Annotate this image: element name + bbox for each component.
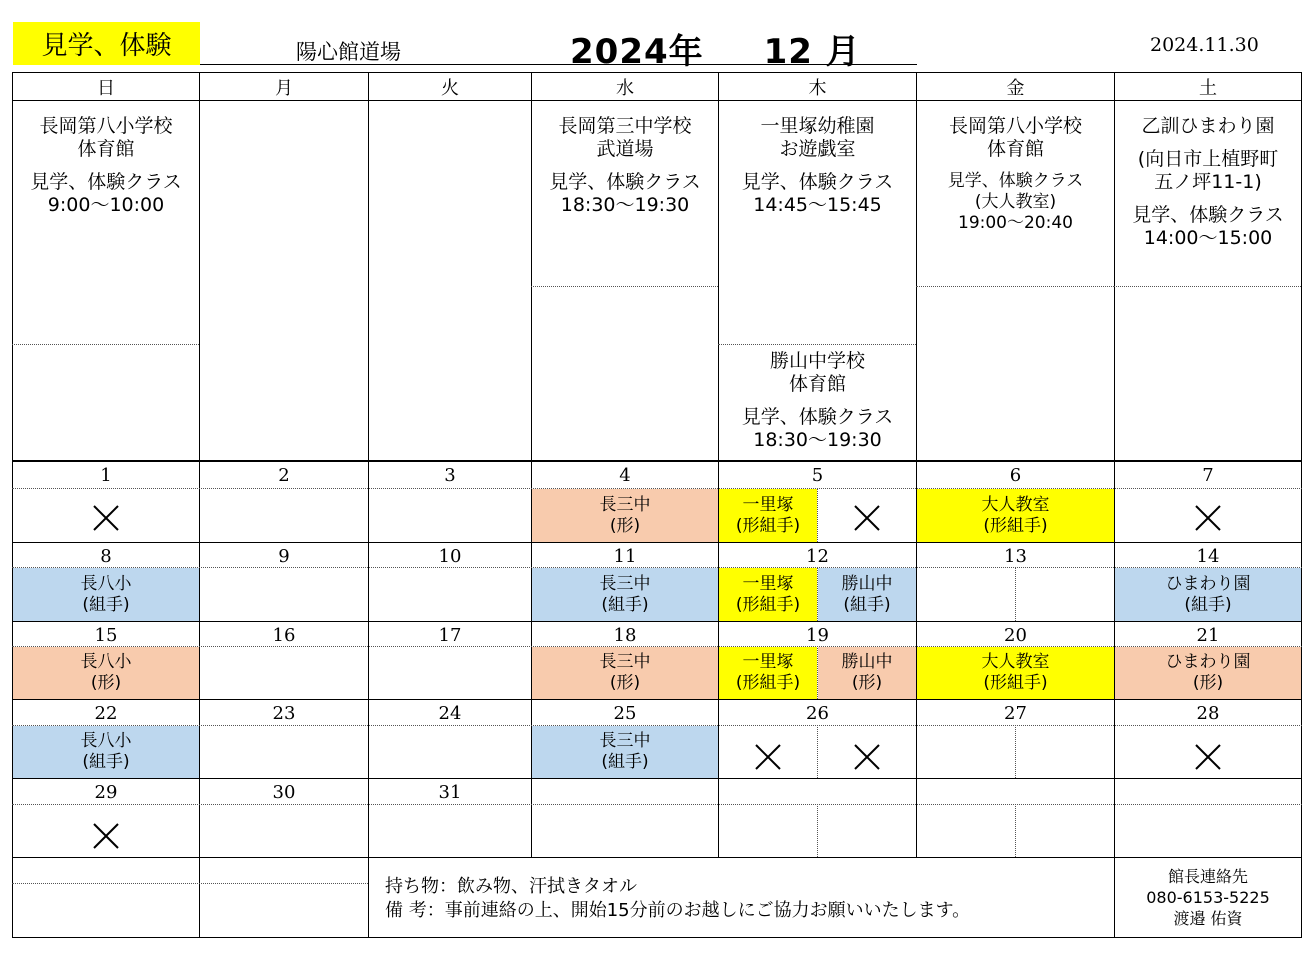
day-number: 23 [272, 702, 296, 724]
year-label: 2024年 [570, 32, 704, 72]
day-number: 27 [1004, 702, 1027, 724]
weekday-thu: 木 [808, 77, 827, 99]
day-number: 25 [613, 702, 637, 724]
day-number: 6 [1009, 464, 1022, 486]
day-number: 9 [278, 545, 290, 567]
day-number: 24 [438, 702, 462, 724]
event-w3-sun: 長八小 (形) [13, 647, 199, 699]
day-number: 21 [1196, 624, 1220, 646]
venue-wed: 長岡第三中学校 武道場 見学、体験クラス 18:30～19:30 [549, 115, 701, 216]
cancel-x-icon [852, 503, 882, 533]
event-w2-thu-a: 一里塚 (形組手) [719, 568, 817, 621]
day-number: 26 [806, 702, 829, 724]
day-number: 4 [619, 464, 631, 486]
day-number: 15 [94, 624, 118, 646]
day-number: 7 [1202, 464, 1214, 486]
weekday-tue: 火 [441, 77, 459, 99]
weekday-sun: 日 [97, 77, 115, 99]
day-number: 8 [100, 545, 112, 567]
event-w2-sun: 長八小 (組手) [13, 568, 199, 621]
dojo-name: 陽心館道場 [296, 40, 401, 64]
venue-thu-1: 一里塚幼稚園 お遊戯室 見学、体験クラス 14:45～15:45 [741, 115, 894, 216]
weekday-sat: 土 [1199, 77, 1217, 99]
day-number: 10 [438, 545, 462, 567]
event-w4-wed: 長三中 (組手) [532, 726, 718, 778]
day-number: 12 [806, 545, 829, 567]
contact-title: 館長連絡先 [1167, 867, 1248, 886]
day-number: 16 [272, 624, 296, 646]
footer-items: 持ち物：飲み物、汗拭きタオル [385, 876, 637, 897]
event-w2-thu-b: 勝山中 (組手) [818, 568, 916, 621]
event-w1-fri: 大人教室 (形組手) [917, 489, 1114, 542]
event-w3-sat: ひまわり園 (形) [1115, 647, 1301, 699]
weekday-fri: 金 [1006, 77, 1025, 99]
contact-phone: 080-6153-5225 [1146, 888, 1270, 907]
contact-block [1115, 866, 1301, 929]
event-w3-wed: 長三中 (形) [532, 647, 718, 699]
cancel-x-icon [852, 742, 882, 772]
contact-name: 渡邉 佑資 [1173, 909, 1243, 928]
cancel-x-icon [91, 821, 121, 851]
day-number: 30 [272, 781, 296, 803]
day-number: 13 [1004, 545, 1027, 567]
venue-sun: 長岡第八小学校 体育館 見学、体験クラス 9:00～10:00 [30, 115, 182, 216]
day-number: 29 [94, 781, 118, 803]
event-w1-wed: 長三中 (形) [532, 489, 718, 542]
day-number [719, 779, 916, 805]
event-w3-thu-a: 一里塚 (形組手) [719, 647, 817, 699]
day-number: 31 [438, 781, 462, 803]
title-underline [200, 64, 917, 65]
event-w1-thu: 一里塚 (形組手) [719, 489, 817, 542]
cancel-x-icon [1193, 503, 1223, 533]
cancel-x-icon [91, 503, 121, 533]
day-number: 20 [1004, 624, 1027, 646]
day-number: 17 [438, 624, 462, 646]
venue-fri: 長岡第八小学校 体育館 見学、体験クラス (大人教室) 19:00～20:40 [947, 115, 1084, 233]
event-w2-sat: ひまわり園 (組手) [1115, 568, 1301, 621]
month-label: 12 月 [763, 32, 861, 72]
day-number: 3 [444, 464, 456, 486]
issue-date: 2024.11.30 [1150, 34, 1259, 56]
day-number [532, 779, 718, 805]
weekday-mon: 月 [275, 77, 293, 99]
day-number: 11 [613, 545, 637, 567]
day-number [917, 779, 1114, 805]
day-number: 1 [100, 464, 112, 486]
cancel-x-icon [1193, 742, 1223, 772]
page-badge: 見学、体験 [13, 22, 200, 65]
day-number: 19 [806, 624, 829, 646]
cancel-x-icon [753, 742, 783, 772]
day-number: 22 [94, 702, 118, 724]
event-w4-sun: 長八小 (組手) [13, 726, 199, 778]
day-number: 2 [278, 464, 290, 486]
day-number: 18 [613, 624, 637, 646]
venue-thu-2: 勝山中学校 体育館 見学、体験クラス 18:30～19:30 [741, 350, 894, 451]
day-number: 14 [1196, 545, 1220, 567]
day-number: 5 [811, 464, 824, 486]
venue-sat: 乙訓ひまわり園 (向日市上植野町 五ノ坪11-1) 見学、体験クラス 14:00～15:00 [1132, 115, 1284, 249]
event-w3-thu-b: 勝山中 (形) [818, 647, 916, 699]
footer-notes: 備 考：事前連絡の上、開始15分前のお越しにご協力お願いいたします。 [385, 900, 971, 921]
weekday-wed: 水 [616, 77, 634, 99]
day-number: 28 [1196, 702, 1220, 724]
day-number [1115, 779, 1301, 805]
event-w3-fri: 大人教室 (形組手) [917, 647, 1114, 699]
calendar-month-title [570, 24, 861, 73]
event-w2-wed: 長三中 (組手) [532, 568, 718, 621]
